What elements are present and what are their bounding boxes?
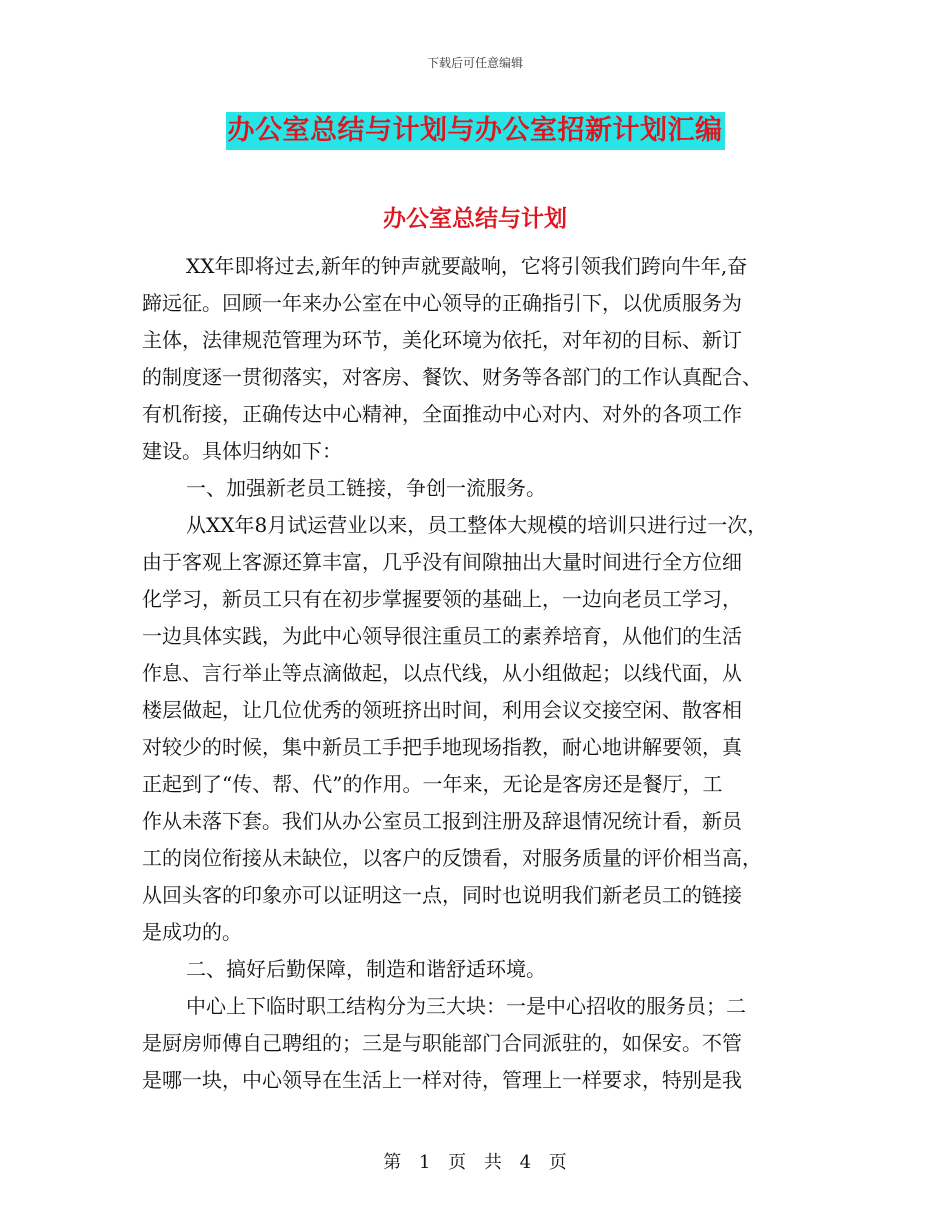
text-line: 作息、言行举止等点滴做起，以点代线，从小组做起；以线代面，从 bbox=[142, 661, 742, 685]
text-line: 一、加强新老员工链接，争创一流服务。 bbox=[186, 476, 546, 500]
footer-label-page: 第 bbox=[383, 1152, 402, 1173]
text-line: 从回头客的印象亦可以证明这一点，同时也说明我们新老员工的链接 bbox=[142, 883, 742, 907]
text-line: 主体，法律规范管理为环节，美化环境为依托，对年初的目标、新订 bbox=[142, 328, 742, 352]
page-footer bbox=[0, 1148, 950, 1174]
footer-total-pages: 4 bbox=[519, 1152, 532, 1173]
footer-label-unit: 页 bbox=[448, 1152, 467, 1173]
text-line: 蹄远征。回顾一年来办公室在中心领导的正确指引下，以优质服务为 bbox=[142, 291, 742, 315]
text-line: 工的岗位衔接从未缺位，以客户的反馈看，对服务质量的评价相当高， bbox=[142, 846, 762, 870]
document-title: 办公室总结与计划与办公室招新计划汇编 bbox=[226, 112, 725, 150]
document-title-container bbox=[0, 112, 950, 150]
text-line: 是成功的。 bbox=[142, 920, 242, 944]
footer-page-number: 1 bbox=[418, 1152, 431, 1173]
section-title: 办公室总结与计划 bbox=[383, 206, 567, 232]
text-line: 正起到了“传、帮、代”的作用。一年来，无论是客房还是餐厅，工 bbox=[142, 772, 723, 796]
text-line: 的制度逐一贯彻落实，对客房、餐饮、财务等各部门的工作认真配合、 bbox=[142, 365, 762, 389]
text-line: 建设。具体归纳如下： bbox=[142, 439, 342, 463]
text-line: 一边具体实践，为此中心领导很注重员工的素养培育，从他们的生活 bbox=[142, 624, 742, 648]
text-line: 是厨房师傅自己聘组的；三是与职能部门合同派驻的，如保安。不管 bbox=[142, 1031, 742, 1055]
text-line: 对较少的时候，集中新员工手把手地现场指教，耐心地讲解要领，真 bbox=[142, 735, 742, 759]
text-line: XX年即将过去,新年的钟声就要敲响，它将引领我们跨向牛年,奋 bbox=[186, 254, 748, 278]
body-text bbox=[142, 248, 810, 1099]
text-line: 化学习，新员工只有在初步掌握要领的基础上，一边向老员工学习， bbox=[142, 587, 742, 611]
footer-label-total: 共 bbox=[483, 1152, 502, 1173]
text-line: 作从未落下套。我们从办公室员工报到注册及辞退情况统计看，新员 bbox=[142, 809, 742, 833]
header-note: 下载后可任意编辑 bbox=[426, 56, 523, 70]
text-line: 从XX年8月试运营业以来，员工整体大规模的培训只进行过一次， bbox=[186, 513, 768, 537]
text-line: 中心上下临时职工结构分为三大块：一是中心招收的服务员；二 bbox=[186, 994, 746, 1018]
text-line: 二、搞好后勤保障，制造和谐舒适环境。 bbox=[186, 957, 546, 981]
text-line: 楼层做起，让几位优秀的领班挤出时间，利用会议交接空闲、散客相 bbox=[142, 698, 742, 722]
text-line: 是哪一块，中心领导在生活上一样对待，管理上一样要求，特别是我 bbox=[142, 1068, 742, 1092]
footer-label-unit-2: 页 bbox=[548, 1152, 567, 1173]
text-line: 由于客观上客源还算丰富，几乎没有间隙抽出大量时间进行全方位细 bbox=[142, 550, 742, 574]
text-line: 有机衔接，正确传达中心精神，全面推动中心对内、对外的各项工作 bbox=[142, 402, 742, 426]
